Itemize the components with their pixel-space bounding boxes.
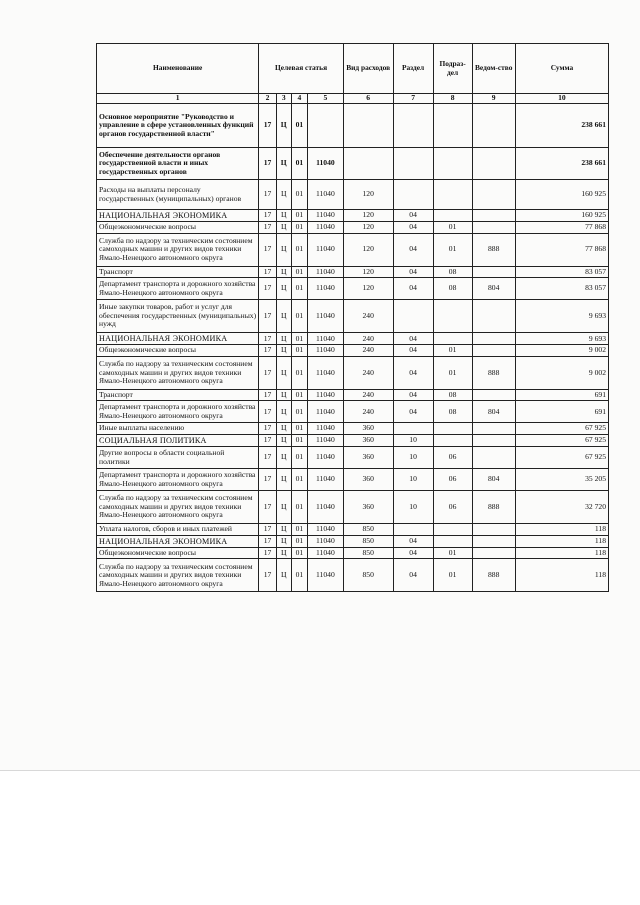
column-number: 3 bbox=[276, 94, 291, 104]
row-code-cell: 850 bbox=[343, 524, 393, 536]
row-code-cell bbox=[433, 535, 472, 547]
row-code-cell: Ц bbox=[276, 356, 291, 389]
table-row bbox=[97, 401, 609, 423]
row-name-cell: Основное мероприятие "Руководство и управление в сфере установленных функций органов государственной власти" bbox=[97, 104, 259, 148]
row-code-cell bbox=[393, 180, 433, 210]
row-code-cell: 360 bbox=[343, 447, 393, 469]
row-code-cell: 01 bbox=[291, 535, 307, 547]
row-code-cell: 11040 bbox=[308, 233, 344, 266]
row-code-cell: 17 bbox=[259, 266, 276, 278]
row-code-cell: 240 bbox=[343, 333, 393, 345]
row-amount-cell: 118 bbox=[515, 559, 608, 592]
row-code-cell bbox=[472, 345, 515, 357]
row-code-cell bbox=[472, 333, 515, 345]
row-amount-cell: 118 bbox=[515, 524, 608, 536]
row-code-cell bbox=[472, 547, 515, 559]
row-name-cell: Иные закупки товаров, работ и услуг для обеспечения государственных (муниципальных) нужд bbox=[97, 300, 259, 333]
row-code-cell: 360 bbox=[343, 469, 393, 491]
row-code-cell: 04 bbox=[393, 559, 433, 592]
header-expense-type: Вид расходов bbox=[343, 44, 393, 94]
row-code-cell bbox=[433, 333, 472, 345]
row-code-cell: 04 bbox=[393, 233, 433, 266]
row-code-cell: 804 bbox=[472, 469, 515, 491]
table-row bbox=[97, 266, 609, 278]
row-name-cell: Иные выплаты населению bbox=[97, 423, 259, 435]
row-code-cell bbox=[433, 434, 472, 446]
row-code-cell: 11040 bbox=[308, 278, 344, 300]
row-code-cell bbox=[472, 535, 515, 547]
row-amount-cell: 67 925 bbox=[515, 423, 608, 435]
row-code-cell: 04 bbox=[393, 345, 433, 357]
row-amount-cell: 67 925 bbox=[515, 447, 608, 469]
row-code-cell: 08 bbox=[433, 266, 472, 278]
row-code-cell: 06 bbox=[433, 469, 472, 491]
row-amount-cell: 118 bbox=[515, 547, 608, 559]
row-amount-cell: 160 925 bbox=[515, 180, 608, 210]
row-code-cell bbox=[472, 148, 515, 180]
row-code-cell: 17 bbox=[259, 345, 276, 357]
table-row bbox=[97, 210, 609, 222]
row-code-cell: 11040 bbox=[308, 389, 344, 401]
row-code-cell: 01 bbox=[433, 222, 472, 234]
row-amount-cell: 77 868 bbox=[515, 222, 608, 234]
row-code-cell: 17 bbox=[259, 180, 276, 210]
row-amount-cell: 160 925 bbox=[515, 210, 608, 222]
row-amount-cell: 118 bbox=[515, 535, 608, 547]
row-name-cell: Служба по надзору за техническим состоянием самоходных машин и других видов техники Ямало-Ненецкого автономного округа bbox=[97, 356, 259, 389]
row-code-cell: 17 bbox=[259, 524, 276, 536]
row-code-cell: 04 bbox=[393, 547, 433, 559]
row-code-cell: 17 bbox=[259, 491, 276, 524]
row-code-cell: 01 bbox=[291, 222, 307, 234]
row-code-cell: Ц bbox=[276, 300, 291, 333]
row-code-cell: 04 bbox=[393, 356, 433, 389]
row-code-cell: Ц bbox=[276, 434, 291, 446]
row-code-cell: Ц bbox=[276, 266, 291, 278]
row-code-cell: 01 bbox=[291, 278, 307, 300]
row-code-cell: 01 bbox=[291, 210, 307, 222]
row-amount-cell: 238 661 bbox=[515, 104, 608, 148]
table-row bbox=[97, 233, 609, 266]
row-code-cell: 01 bbox=[291, 447, 307, 469]
row-code-cell: 11040 bbox=[308, 491, 344, 524]
row-code-cell: 11040 bbox=[308, 148, 344, 180]
row-code-cell: Ц bbox=[276, 180, 291, 210]
row-code-cell: 120 bbox=[343, 278, 393, 300]
row-code-cell: 17 bbox=[259, 447, 276, 469]
row-code-cell bbox=[472, 222, 515, 234]
row-code-cell: 11040 bbox=[308, 423, 344, 435]
table-row bbox=[97, 524, 609, 536]
blank-area bbox=[0, 771, 640, 905]
row-code-cell: 01 bbox=[291, 180, 307, 210]
row-name-cell: Транспорт bbox=[97, 389, 259, 401]
row-code-cell: 804 bbox=[472, 278, 515, 300]
row-code-cell: 17 bbox=[259, 333, 276, 345]
row-code-cell: 01 bbox=[291, 469, 307, 491]
row-code-cell: 01 bbox=[291, 266, 307, 278]
row-code-cell bbox=[393, 104, 433, 148]
row-code-cell: 01 bbox=[291, 423, 307, 435]
row-code-cell: 804 bbox=[472, 401, 515, 423]
row-code-cell: Ц bbox=[276, 104, 291, 148]
row-code-cell: Ц bbox=[276, 524, 291, 536]
table-row bbox=[97, 491, 609, 524]
row-code-cell: 01 bbox=[291, 491, 307, 524]
row-code-cell bbox=[433, 524, 472, 536]
row-code-cell: 17 bbox=[259, 469, 276, 491]
column-number: 9 bbox=[472, 94, 515, 104]
row-name-cell: Транспорт bbox=[97, 266, 259, 278]
row-code-cell: 10 bbox=[393, 447, 433, 469]
row-code-cell: 17 bbox=[259, 389, 276, 401]
column-number: 5 bbox=[308, 94, 344, 104]
row-code-cell: 17 bbox=[259, 547, 276, 559]
table-header-row bbox=[97, 44, 609, 94]
row-code-cell: 11040 bbox=[308, 547, 344, 559]
row-code-cell: 888 bbox=[472, 491, 515, 524]
row-code-cell: 11040 bbox=[308, 180, 344, 210]
table-body bbox=[97, 104, 609, 592]
row-code-cell: 01 bbox=[291, 345, 307, 357]
row-code-cell: Ц bbox=[276, 222, 291, 234]
header-subsection: Подраз-дел bbox=[433, 44, 472, 94]
row-code-cell bbox=[433, 104, 472, 148]
row-code-cell: 17 bbox=[259, 423, 276, 435]
row-code-cell: 01 bbox=[291, 233, 307, 266]
row-code-cell: 11040 bbox=[308, 356, 344, 389]
row-code-cell: 01 bbox=[291, 524, 307, 536]
column-number: 10 bbox=[515, 94, 608, 104]
row-amount-cell: 35 205 bbox=[515, 469, 608, 491]
row-code-cell: 10 bbox=[393, 491, 433, 524]
row-code-cell: 01 bbox=[433, 356, 472, 389]
row-name-cell: Общеэкономические вопросы bbox=[97, 222, 259, 234]
row-code-cell: 11040 bbox=[308, 401, 344, 423]
row-code-cell: 120 bbox=[343, 222, 393, 234]
row-code-cell: 17 bbox=[259, 148, 276, 180]
row-code-cell: 888 bbox=[472, 356, 515, 389]
row-code-cell: 11040 bbox=[308, 266, 344, 278]
row-code-cell bbox=[308, 104, 344, 148]
row-code-cell: 04 bbox=[393, 210, 433, 222]
row-code-cell: Ц bbox=[276, 469, 291, 491]
row-amount-cell: 9 693 bbox=[515, 300, 608, 333]
row-name-cell: НАЦИОНАЛЬНАЯ ЭКОНОМИКА bbox=[97, 535, 259, 547]
row-amount-cell: 67 925 bbox=[515, 434, 608, 446]
table-row bbox=[97, 434, 609, 446]
row-name-cell: Департамент транспорта и дорожного хозяйства Ямало-Ненецкого автономного округа bbox=[97, 278, 259, 300]
row-code-cell: 120 bbox=[343, 180, 393, 210]
row-code-cell: Ц bbox=[276, 447, 291, 469]
row-code-cell: 11040 bbox=[308, 434, 344, 446]
table-row bbox=[97, 278, 609, 300]
row-name-cell: Общеэкономические вопросы bbox=[97, 345, 259, 357]
row-code-cell: 06 bbox=[433, 491, 472, 524]
header-department: Ведом-ство bbox=[472, 44, 515, 94]
row-code-cell bbox=[472, 423, 515, 435]
row-code-cell: 01 bbox=[291, 300, 307, 333]
row-amount-cell: 32 720 bbox=[515, 491, 608, 524]
row-code-cell: 04 bbox=[393, 535, 433, 547]
row-code-cell bbox=[472, 180, 515, 210]
column-number: 8 bbox=[433, 94, 472, 104]
row-amount-cell: 9 002 bbox=[515, 345, 608, 357]
row-code-cell bbox=[433, 423, 472, 435]
row-code-cell: Ц bbox=[276, 535, 291, 547]
column-number: 6 bbox=[343, 94, 393, 104]
row-code-cell: 120 bbox=[343, 210, 393, 222]
row-code-cell: 850 bbox=[343, 535, 393, 547]
row-code-cell: 17 bbox=[259, 356, 276, 389]
row-code-cell bbox=[472, 447, 515, 469]
column-numbers-row bbox=[97, 94, 609, 104]
row-code-cell bbox=[433, 180, 472, 210]
table-row bbox=[97, 356, 609, 389]
budget-table bbox=[96, 43, 609, 592]
row-code-cell: 17 bbox=[259, 222, 276, 234]
row-code-cell: 11040 bbox=[308, 524, 344, 536]
row-name-cell: НАЦИОНАЛЬНАЯ ЭКОНОМИКА bbox=[97, 210, 259, 222]
row-code-cell: Ц bbox=[276, 389, 291, 401]
table-row bbox=[97, 300, 609, 333]
table-row bbox=[97, 148, 609, 180]
row-code-cell: 888 bbox=[472, 233, 515, 266]
row-code-cell: 01 bbox=[291, 356, 307, 389]
row-code-cell: 240 bbox=[343, 345, 393, 357]
row-code-cell: 01 bbox=[433, 547, 472, 559]
row-code-cell: 850 bbox=[343, 547, 393, 559]
row-code-cell: 17 bbox=[259, 559, 276, 592]
row-code-cell: Ц bbox=[276, 333, 291, 345]
row-code-cell bbox=[433, 300, 472, 333]
row-code-cell bbox=[472, 389, 515, 401]
row-amount-cell: 83 057 bbox=[515, 266, 608, 278]
row-code-cell: 11040 bbox=[308, 559, 344, 592]
row-code-cell: 17 bbox=[259, 401, 276, 423]
row-code-cell: 888 bbox=[472, 559, 515, 592]
row-code-cell: 04 bbox=[393, 266, 433, 278]
row-code-cell bbox=[433, 210, 472, 222]
row-name-cell: Уплата налогов, сборов и иных платежей bbox=[97, 524, 259, 536]
row-code-cell bbox=[343, 104, 393, 148]
row-code-cell: 11040 bbox=[308, 535, 344, 547]
row-code-cell bbox=[393, 423, 433, 435]
row-code-cell: Ц bbox=[276, 148, 291, 180]
row-code-cell: 11040 bbox=[308, 210, 344, 222]
row-name-cell: НАЦИОНАЛЬНАЯ ЭКОНОМИКА bbox=[97, 333, 259, 345]
row-code-cell: 17 bbox=[259, 278, 276, 300]
row-code-cell: 01 bbox=[433, 345, 472, 357]
row-code-cell: 17 bbox=[259, 233, 276, 266]
row-code-cell: 360 bbox=[343, 434, 393, 446]
table-row bbox=[97, 180, 609, 210]
row-code-cell: 01 bbox=[291, 148, 307, 180]
row-code-cell: 17 bbox=[259, 210, 276, 222]
row-name-cell: Другие вопросы в области социальной политики bbox=[97, 447, 259, 469]
row-code-cell: Ц bbox=[276, 233, 291, 266]
row-code-cell: 04 bbox=[393, 278, 433, 300]
row-code-cell: 04 bbox=[393, 389, 433, 401]
row-code-cell: 01 bbox=[291, 547, 307, 559]
row-code-cell bbox=[472, 266, 515, 278]
row-code-cell: 04 bbox=[393, 333, 433, 345]
row-code-cell: 17 bbox=[259, 434, 276, 446]
row-name-cell: Департамент транспорта и дорожного хозяйства Ямало-Ненецкого автономного округа bbox=[97, 469, 259, 491]
row-code-cell: 11040 bbox=[308, 447, 344, 469]
row-code-cell: 01 bbox=[433, 233, 472, 266]
row-code-cell: 08 bbox=[433, 389, 472, 401]
column-number: 1 bbox=[97, 94, 259, 104]
table-row bbox=[97, 423, 609, 435]
row-code-cell: 120 bbox=[343, 233, 393, 266]
row-code-cell: Ц bbox=[276, 278, 291, 300]
row-code-cell bbox=[472, 300, 515, 333]
row-code-cell bbox=[393, 148, 433, 180]
row-code-cell: 240 bbox=[343, 401, 393, 423]
header-name: Наименование bbox=[97, 44, 259, 94]
row-amount-cell: 691 bbox=[515, 401, 608, 423]
table-row bbox=[97, 333, 609, 345]
row-code-cell bbox=[393, 524, 433, 536]
row-code-cell: Ц bbox=[276, 210, 291, 222]
row-code-cell: 850 bbox=[343, 559, 393, 592]
row-code-cell: 10 bbox=[393, 434, 433, 446]
row-amount-cell: 9 693 bbox=[515, 333, 608, 345]
row-code-cell: Ц bbox=[276, 559, 291, 592]
row-name-cell: Обеспечение деятельности органов государственной власти и иных государственных органов bbox=[97, 148, 259, 180]
row-code-cell: 04 bbox=[393, 222, 433, 234]
row-code-cell: 01 bbox=[291, 401, 307, 423]
table-row bbox=[97, 389, 609, 401]
row-code-cell bbox=[472, 434, 515, 446]
row-name-cell: Общеэкономические вопросы bbox=[97, 547, 259, 559]
header-section: Раздел bbox=[393, 44, 433, 94]
table-row bbox=[97, 447, 609, 469]
row-amount-cell: 83 057 bbox=[515, 278, 608, 300]
row-code-cell: Ц bbox=[276, 401, 291, 423]
row-code-cell: 01 bbox=[291, 104, 307, 148]
row-code-cell: 240 bbox=[343, 356, 393, 389]
row-code-cell: Ц bbox=[276, 345, 291, 357]
row-code-cell: 01 bbox=[291, 559, 307, 592]
row-code-cell: 17 bbox=[259, 535, 276, 547]
row-code-cell: 11040 bbox=[308, 345, 344, 357]
row-code-cell: 11040 bbox=[308, 333, 344, 345]
row-name-cell: Служба по надзору за техническим состоянием самоходных машин и других видов техники Ямало-Ненецкого автономного округа bbox=[97, 559, 259, 592]
row-code-cell bbox=[433, 148, 472, 180]
column-number: 7 bbox=[393, 94, 433, 104]
table-row bbox=[97, 469, 609, 491]
row-amount-cell: 691 bbox=[515, 389, 608, 401]
row-code-cell: 11040 bbox=[308, 469, 344, 491]
row-code-cell: 01 bbox=[291, 333, 307, 345]
header-amount: Сумма bbox=[515, 44, 608, 94]
row-code-cell: 01 bbox=[433, 559, 472, 592]
row-code-cell: 360 bbox=[343, 491, 393, 524]
table-row bbox=[97, 104, 609, 148]
column-number: 2 bbox=[259, 94, 276, 104]
row-code-cell bbox=[472, 104, 515, 148]
row-code-cell: 01 bbox=[291, 389, 307, 401]
table-row bbox=[97, 345, 609, 357]
row-code-cell: 08 bbox=[433, 401, 472, 423]
row-code-cell bbox=[472, 524, 515, 536]
column-number: 4 bbox=[291, 94, 307, 104]
row-code-cell: 06 bbox=[433, 447, 472, 469]
row-code-cell: 120 bbox=[343, 266, 393, 278]
row-code-cell bbox=[472, 210, 515, 222]
row-code-cell: 360 bbox=[343, 423, 393, 435]
row-name-cell: СОЦИАЛЬНАЯ ПОЛИТИКА bbox=[97, 434, 259, 446]
row-code-cell: 10 bbox=[393, 469, 433, 491]
row-code-cell: Ц bbox=[276, 423, 291, 435]
row-name-cell: Служба по надзору за техническим состоянием самоходных машин и других видов техники Ямало-Ненецкого автономного округа bbox=[97, 491, 259, 524]
row-name-cell: Расходы на выплаты персоналу государственных (муниципальных) органов bbox=[97, 180, 259, 210]
row-amount-cell: 9 002 bbox=[515, 356, 608, 389]
row-code-cell: 01 bbox=[291, 434, 307, 446]
row-code-cell: 11040 bbox=[308, 300, 344, 333]
row-name-cell: Департамент транспорта и дорожного хозяйства Ямало-Ненецкого автономного округа bbox=[97, 401, 259, 423]
table-row bbox=[97, 222, 609, 234]
row-code-cell bbox=[343, 148, 393, 180]
row-code-cell: 08 bbox=[433, 278, 472, 300]
row-code-cell: Ц bbox=[276, 547, 291, 559]
row-code-cell: 240 bbox=[343, 389, 393, 401]
table-row bbox=[97, 559, 609, 592]
row-name-cell: Служба по надзору за техническим состоянием самоходных машин и других видов техники Ямало-Ненецкого автономного округа bbox=[97, 233, 259, 266]
row-code-cell bbox=[393, 300, 433, 333]
header-target-article: Целевая статья bbox=[259, 44, 343, 94]
row-code-cell: 04 bbox=[393, 401, 433, 423]
row-code-cell: Ц bbox=[276, 491, 291, 524]
row-code-cell: 17 bbox=[259, 300, 276, 333]
row-code-cell: 11040 bbox=[308, 222, 344, 234]
table-row bbox=[97, 535, 609, 547]
row-amount-cell: 77 868 bbox=[515, 233, 608, 266]
row-code-cell: 240 bbox=[343, 300, 393, 333]
table-row bbox=[97, 547, 609, 559]
row-code-cell: 17 bbox=[259, 104, 276, 148]
row-amount-cell: 238 661 bbox=[515, 148, 608, 180]
